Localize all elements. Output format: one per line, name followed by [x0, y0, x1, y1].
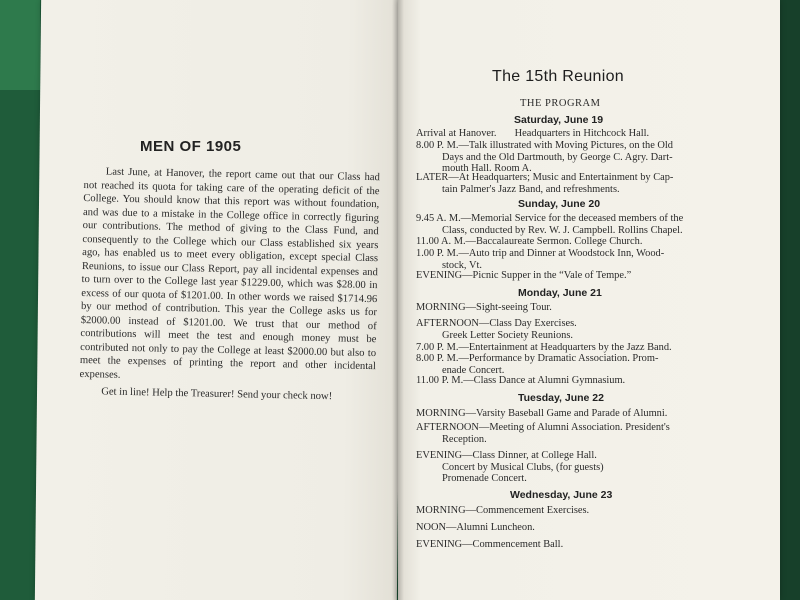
left-page-body — [79, 165, 380, 405]
entry-line: MORNING—Sight-seeing Tour. — [416, 302, 552, 313]
entry-line: AFTERNOON—Meeting of Alumni Association. President's — [416, 422, 670, 433]
program-entry — [416, 522, 712, 534]
entry-line: 9.45 A. M.—Memorial Service for the deceased members of the — [416, 213, 684, 224]
entry-line: NOON—Alumni Luncheon. — [416, 522, 535, 533]
program-entry — [416, 128, 712, 140]
program-entry — [416, 302, 712, 314]
paragraph-call-to-action: Get in line! Help the Treasurer! Send your check now! — [101, 386, 333, 403]
entry-line: 8.00 P. M.—Talk illustrated with Moving Pictures, on the Old — [416, 140, 674, 151]
background-desk — [0, 0, 40, 90]
day-heading: Wednesday, June 23 — [510, 489, 613, 501]
program-section — [416, 0, 780, 600]
program-entry — [416, 342, 712, 354]
day-heading: Tuesday, June 22 — [518, 392, 604, 404]
book-gutter — [392, 0, 404, 600]
entry-line: LATER—At Headquarters; Music and Entertainment by Cap- — [416, 172, 674, 183]
program-entry — [416, 539, 712, 551]
program-entry — [416, 213, 712, 236]
right-page-title: The 15th Reunion — [492, 68, 625, 85]
program-entry — [416, 408, 712, 420]
entry-line: MORNING—Commencement Exercises. — [416, 505, 590, 516]
program-entry — [416, 375, 712, 387]
program-entry — [416, 422, 712, 445]
program-entry — [416, 318, 712, 341]
entry-line: Reception. — [442, 433, 487, 445]
program-subtitle: THE PROGRAM — [520, 98, 601, 109]
program-entry — [416, 505, 712, 517]
entry-line: EVENING—Commencement Ball. — [416, 539, 564, 550]
program-entry — [416, 353, 712, 376]
background-desk-edge — [780, 0, 800, 600]
program-entry — [416, 236, 712, 248]
entry-line: 8.00 P. M.—Performance by Dramatic Association. Prom- — [416, 353, 659, 364]
entry-line: tain Palmer's Jazz Band, and refreshments. — [442, 183, 620, 195]
entry-line: Arrival at Hanover. Headquarters in Hitchcock Hall. — [416, 128, 650, 139]
entry-line: enade Concert. — [442, 364, 505, 376]
entry-line: mouth Hall. Room A. — [442, 163, 532, 175]
day-heading: Sunday, June 20 — [518, 198, 601, 210]
entry-line: stock, Vt. — [442, 259, 482, 271]
entry-line: 11.00 P. M.—Class Dance at Alumni Gymnasium. — [416, 375, 626, 386]
day-heading: Saturday, June 19 — [514, 114, 604, 126]
entry-line: 11.00 A. M.—Baccalaureate Sermon. College Church. — [416, 236, 643, 247]
entry-line: 7.00 P. M.—Entertainment at Headquarters by the Jazz Band. — [416, 342, 672, 353]
day-heading: Monday, June 21 — [518, 287, 602, 299]
entry-line: Days and the Old Dartmouth, by George C. Agry. Dart- — [442, 151, 673, 163]
program-entry — [416, 172, 712, 195]
program-entry — [416, 270, 712, 282]
program-entry — [416, 140, 712, 175]
program-entry — [416, 248, 712, 271]
entry-line: AFTERNOON—Class Day Exercises. — [416, 318, 577, 329]
left-page-title: MEN OF 1905 — [140, 138, 242, 155]
entry-line: 1.00 P. M.—Auto trip and Dinner at Woodstock Inn, Wood- — [416, 248, 665, 259]
entry-line: Concert by Musical Clubs, (for guests) — [442, 461, 604, 473]
program-entry — [416, 450, 712, 485]
entry-line: Promenade Concert. — [442, 473, 527, 485]
paragraph-quota: Last June, at Hanover, the report came out that our Class had not reached its quota for taking care of the operating deficit of the College. You should know that this report was without foundation, and was due to a mistake in the College office in correctly figuring our contributions. The method of giving to the Class Fund, and consequently to the College which our Class established six years ago, has enabled us to meet every obligation, except special Class Reunions, to issue our Class Report, pay all incidental expenses and to turn over to the College last year $1229.00, which was $28.00 in excess of our quota of $1201.00. In other words we raised $1714.96 by our method of contribution. This year the College asks us for $2000.00 instead of $1201.00. We trust that our method of contributions will meet the test and enough money must be contributed not only to pay the College at least $2000.00 but also to meet the expenses of printing the report and other incidental expenses. — [79, 166, 380, 381]
entry-line: EVENING—Class Dinner, at College Hall. — [416, 450, 597, 461]
entry-line: Greek Letter Society Reunions. — [442, 329, 573, 341]
entry-line: EVENING—Picnic Supper in the “Vale of Tempe.” — [416, 270, 632, 281]
entry-line: Class, conducted by Rev. W. J. Campbell. Rollins Chapel. — [442, 224, 683, 236]
entry-line: MORNING—Varsity Baseball Game and Parade of Alumni. — [416, 408, 668, 419]
